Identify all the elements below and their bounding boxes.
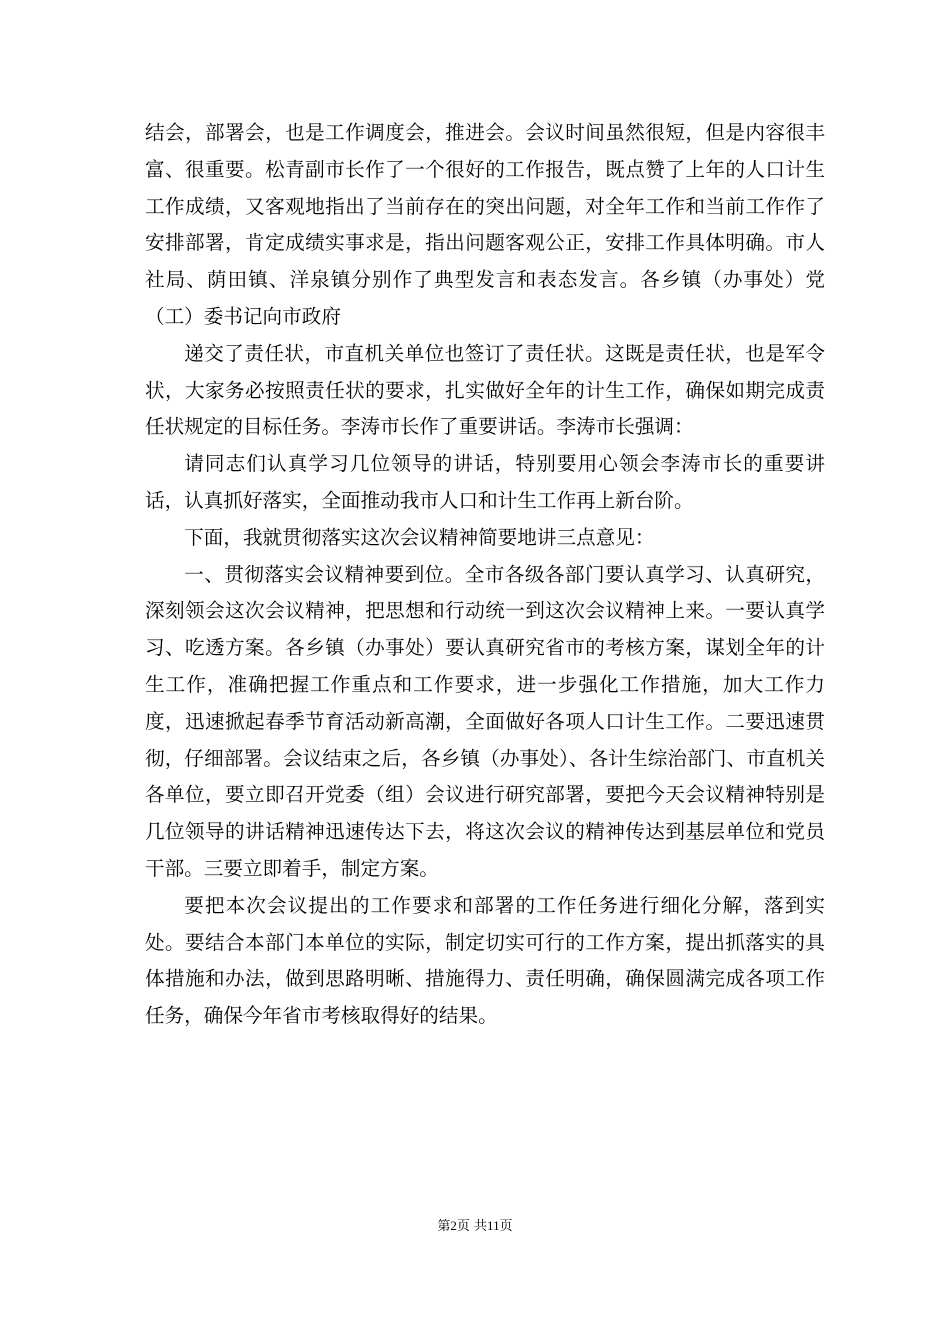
current-page-number: 2 [450, 1218, 457, 1233]
paragraph-4: 下面，我就贯彻落实这次会议精神简要地讲三点意见： [184, 525, 655, 549]
footer-suffix: 页 [499, 1219, 513, 1234]
paragraph-1: 结会，部署会，也是工作调度会，推进会。会议时间虽然很短，但是内容很丰富、很重要。松青副市长作了一个很好的工作报告，既点赞了上年的人口计生工作成绩，又客观地指出了当前存在的突出问题，对全年工作和当前工作作了安排部署，肯定成绩实事求是，指出问题客观公正，安排工作具体明确。市人社局、荫田镇、洋泉镇分别作了典型发言和表态发言。各乡镇（办事处）党（工）委书记向市政府 [145, 121, 825, 328]
paragraph-3: 请同志们认真学习几位领导的讲话，特别要用心领会李涛市长的重要讲话，认真抓好落实，全面推动我市人口和计生工作再上新台阶。 [145, 452, 825, 512]
paragraph-2: 递交了责任状，市直机关单位也签订了责任状。这既是责任状，也是军令状，大家务必按照责任状的要求，扎实做好全年的计生工作，确保如期完成责任状规定的目标任务。李涛市长作了重要讲话。李涛市长强调： [145, 341, 825, 439]
paragraph-5: 一、贯彻落实会议精神要到位。全市各级各部门要认真学习、认真研究，深刻领会这次会议精神，把思想和行动统一到这次会议精神上来。一要认真学习、吃透方案。各乡镇（办事处）要认真研究省市的考核方案，谋划全年的计生工作，准确把握工作重点和工作要求，进一步强化工作措施，加大工作力度，迅速掀起春季节育活动新高潮，全面做好各项人口计生工作。二要迅速贯彻，仔细部署。会议结束之后，各乡镇（办事处）、各计生综治部门、市直机关各单位，要立即召开党委（组）会议进行研究部署，要把今天会议精神特别是几位领导的讲话精神迅速传达下去，将这次会议的精神传达到基层单位和党员干部。三要立即着手，制定方案。 [145, 562, 825, 880]
total-page-count: 11 [487, 1218, 500, 1233]
document-body [145, 115, 825, 1035]
page-footer [0, 1218, 950, 1235]
footer-prefix: 第 [437, 1219, 451, 1234]
footer-middle: 页 共 [456, 1219, 488, 1234]
paragraph-6: 要把本次会议提出的工作要求和部署的工作任务进行细化分解，落到实处。要结合本部门本单位的实际，制定切实可行的工作方案，提出抓落实的具体措施和办法，做到思路明晰、措施得力、责任明确，确保圆满完成各项工作任务，确保今年省市考核取得好的结果。 [145, 893, 825, 1028]
